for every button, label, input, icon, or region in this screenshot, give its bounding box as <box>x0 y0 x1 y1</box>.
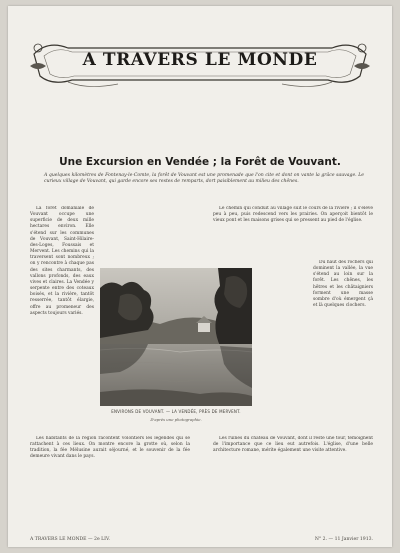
paragraph: Le chemin qui conduit au village suit le cours de la rivière ; il s'élève peu à peu, puis redescend vers les prairies. On aperçoit bientôt le vieux pont et les maisons grises qui se pressent au pied de l'église. <box>213 206 373 224</box>
paragraph: Les ruines du château de Vouvant, dont il reste une tour, témoignent de l'importance que ce lieu eut autrefois. L'église, d'une belle architecture romane, mérite également une visite attentive. <box>213 436 373 454</box>
paragraph: Les habitants de la région racontent volontiers les légendes qui se rattachent à ces lieux. On montre encore la grotte où, selon la tradition, la fée Mélusine aurait séjourné, et le souvenir de la fée demeure vivant dans le pays. <box>30 436 190 460</box>
landscape-photo <box>100 268 252 406</box>
text-column-right <box>313 260 373 428</box>
masthead-title: A TRAVERS LE MONDE <box>82 50 318 70</box>
text-column-right-top <box>213 206 373 260</box>
photo-credit: D'après une photographie. <box>150 417 202 422</box>
photo-caption: ENVIRONS DE VOUVANT. — LA VENDÉE, PRÈS DE MERVENT. <box>111 409 241 414</box>
footer-right: N° 2. — 11 Janvier 1913. <box>314 537 373 542</box>
footer-left: A TRAVERS LE MONDE — 2e LIV. <box>30 537 110 542</box>
paragraph: Du haut des rochers qui dominent la vallée, la vue s'étend au loin sur la forêt. Les chênes, les hêtres et les châtaigniers forment une masse sombre d'où émergent çà et là quelques clochers. <box>313 260 373 309</box>
article-intro: A quelques kilomètres de Fontenay-le-Comte, la forêt de Vouvant est une promenade que l'on cite et dont on vante la grâce sauvage. Le curieux village de Vouvant, qui garde encore ses restes de remparts, dort paisiblement au milieu des chênes. <box>44 173 364 184</box>
text-column-bottom-left <box>30 436 190 531</box>
photo-image <box>100 268 252 406</box>
article-title: Une Excursion en Vendée ; la Forêt de Vouvant. <box>59 156 341 168</box>
magazine-page <box>8 6 392 547</box>
text-column-bottom-right <box>213 436 373 531</box>
text-column-left <box>30 206 94 436</box>
paragraph: La forêt domaniale de Vouvant occupe une superficie de deux mille hectares environ. Elle s'étend sur les communes de Vouvant, Saint-Hilaire-des-Loges, Foussais et Mervent. Les chemins qui la traversent sont nombreux ; on y rencontre à chaque pas des sites charmants, des vallons profonds, des eaux vives et claires. La Vendée y serpente entre des coteaux boisés, et la rivière, tantôt resserrée, tantôt élargie, offre au promeneur des aspects toujours variés. <box>30 206 94 316</box>
masthead <box>28 36 372 92</box>
